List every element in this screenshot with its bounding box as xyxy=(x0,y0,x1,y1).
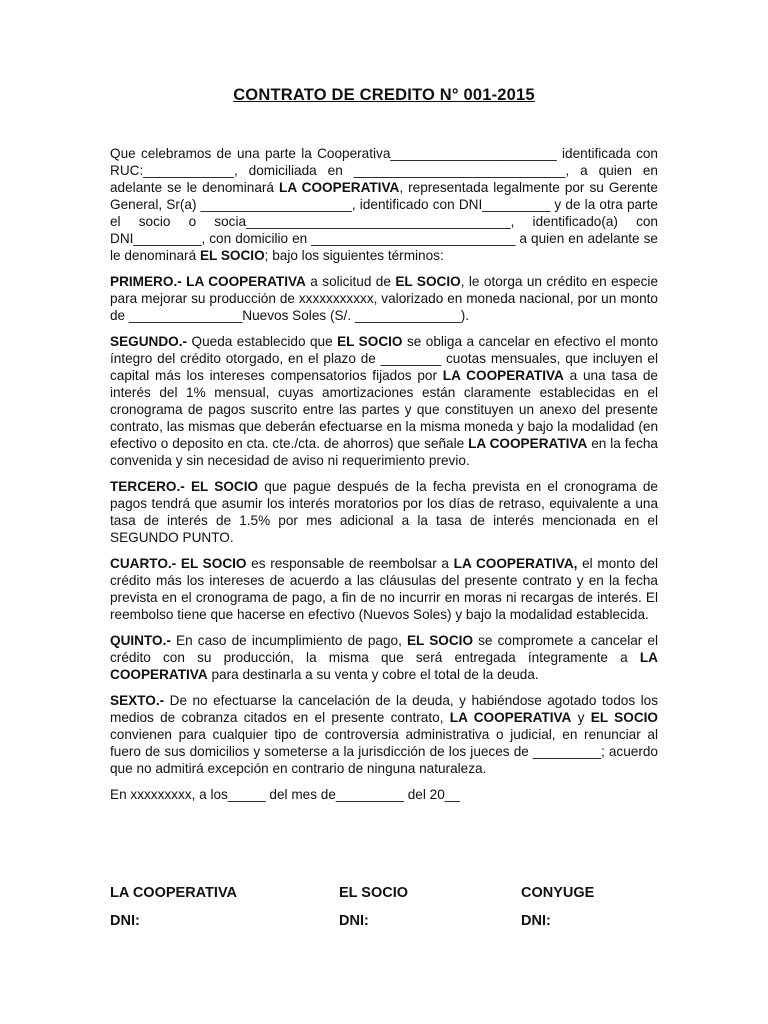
signature-socio xyxy=(339,885,408,929)
contract-title: CONTRATO DE CREDITO N° 001-2015 xyxy=(233,86,535,104)
clause-quinto xyxy=(110,632,658,683)
bold-term: CUARTO.- EL SOCIO xyxy=(110,556,247,571)
clause-text: convienen para cualquier tipo de controversia administrativa o judicial, en renunciar al fuero de sus domicilios y someterse a la jurisdicción de los jueces de _________; acuerdo que no admitirá excepción en contrario de ninguna naturaleza. xyxy=(110,727,658,776)
clause-text: a una tasa de interés del 1% mensual, cuyas amortizaciones están claramente establecidas en el cronograma de pagos suscrito entre las partes y que constituyen un anexo del presente contrato, las mismas que deberán efectuarse en la misma moneda y bajo la modalidad (en efectivo o deposito en cta. cte./cta. de ahorros) que señale xyxy=(110,368,658,451)
signature-name: EL SOCIO xyxy=(339,885,409,901)
clause-segundo xyxy=(110,333,658,469)
bold-term: EL SOCIO xyxy=(590,710,658,725)
signature-name: CONYUGE xyxy=(521,885,595,901)
bold-term: EL SOCIO xyxy=(395,274,461,289)
contract-body xyxy=(110,145,658,803)
clause-text: De no efectuarse la cancelación de la deuda, y habiéndose agotado todos los medios de cobranza citados en el presente contrato, xyxy=(110,693,658,725)
bold-term: EL SOCIO xyxy=(406,633,474,648)
bold-term: EL SOCIO xyxy=(337,334,403,349)
bold-term: SEGUNDO.- xyxy=(110,334,188,349)
bold-term: QUINTO.- xyxy=(110,633,171,648)
clause-text: ; bajo los siguientes términos: xyxy=(264,248,444,263)
clause-text: a solicitud de xyxy=(305,274,396,289)
signature-dni-label: DNI: xyxy=(521,913,551,929)
clause-intro xyxy=(110,145,658,264)
clause-text: , le otorga un crédito en especie para mejorar su producción de xxxxxxxxxxx, valorizado en moneda nacional, por un monto de _______________Nuevos Soles (S/. ______________). xyxy=(110,274,658,323)
clause-text: es responsable de reembolsar a xyxy=(246,556,454,571)
clause-text: y xyxy=(571,710,591,725)
bold-term: TERCERO.- EL SOCIO xyxy=(110,479,259,494)
clause-text: En xxxxxxxxx, a los_____ del mes de_________ del 20__ xyxy=(110,787,460,802)
signature-conyuge xyxy=(521,885,594,929)
clause-text: , representada legalmente por su Gerente General, Sr(a) ____________________, identificado con DNI_________ y de la otra parte el socio o socia___________________________________, identificado(a) con DNI_________, con domicilio en ___________________________ a quien en adelante se le denominará xyxy=(110,180,658,263)
clause-text: que pague después de la fecha prevista en el cronograma de pagos tendrá que asumir los interés moratorios por los días de retraso, equivalente a una tasa de interés de 1.5% por mes adicional a la tasa de interés mencionada en el SEGUNDO PUNTO. xyxy=(110,479,658,545)
bold-term: PRIMERO.- LA COOPERATIVA xyxy=(110,274,306,289)
clause-text: el monto del crédito más los intereses de acuerdo a las cláusulas del presente contrato y en la fecha prevista en el cronograma de pago, a fin de no incurrir en moras ni recargas de interés. El reembolso tiene que hacerse en efectivo (Nuevos Soles) y bajo la modalidad establecida. xyxy=(110,556,658,622)
bold-term: LA COOPERATIVA xyxy=(442,368,564,383)
clause-text: Que celebramos de una parte la Cooperativa______________________ identificada con RUC:____________, domiciliada en ____________________________, a quien en adelante se le denominará xyxy=(110,146,658,195)
bold-term: LA COOPERATIVA, xyxy=(453,556,578,571)
signature-cooperativa xyxy=(110,885,237,929)
clause-text: se compromete a cancelar el crédito con su producción, la misma que será entregada íntegramente a xyxy=(110,633,658,665)
signature-name: LA COOPERATIVA xyxy=(110,885,238,901)
signature-dni-label: DNI: xyxy=(339,913,369,929)
bold-term: LA COOPERATIVA xyxy=(468,436,588,451)
clause-text: En caso de incumplimiento de pago, xyxy=(170,633,407,648)
date-line xyxy=(110,786,658,803)
bold-term: EL SOCIO xyxy=(199,248,265,263)
clause-text: Queda establecido que xyxy=(187,334,338,349)
clause-sexto xyxy=(110,692,658,777)
bold-term: LA COOPERATIVA xyxy=(449,710,572,725)
clause-primero xyxy=(110,273,658,324)
signature-dni-label: DNI: xyxy=(110,913,140,929)
bold-term: LA COOPERATIVA xyxy=(279,180,400,195)
clause-cuarto xyxy=(110,555,658,623)
clause-text: se obliga a cancelar en efectivo el monto íntegro del crédito otorgado, en el plazo de ________ cuotas mensuales, que incluyen el capital más los intereses compensatorios fijados por xyxy=(110,334,658,383)
bold-term: LA COOPERATIVA xyxy=(110,650,658,682)
clause-tercero xyxy=(110,478,658,546)
clause-text: para destinarla a su venta y cobre el total de la deuda. xyxy=(207,667,539,682)
clause-text: en la fecha convenida y sin necesidad de aviso ni requerimiento previo. xyxy=(110,436,658,468)
bold-term: SEXTO.- xyxy=(110,693,165,708)
